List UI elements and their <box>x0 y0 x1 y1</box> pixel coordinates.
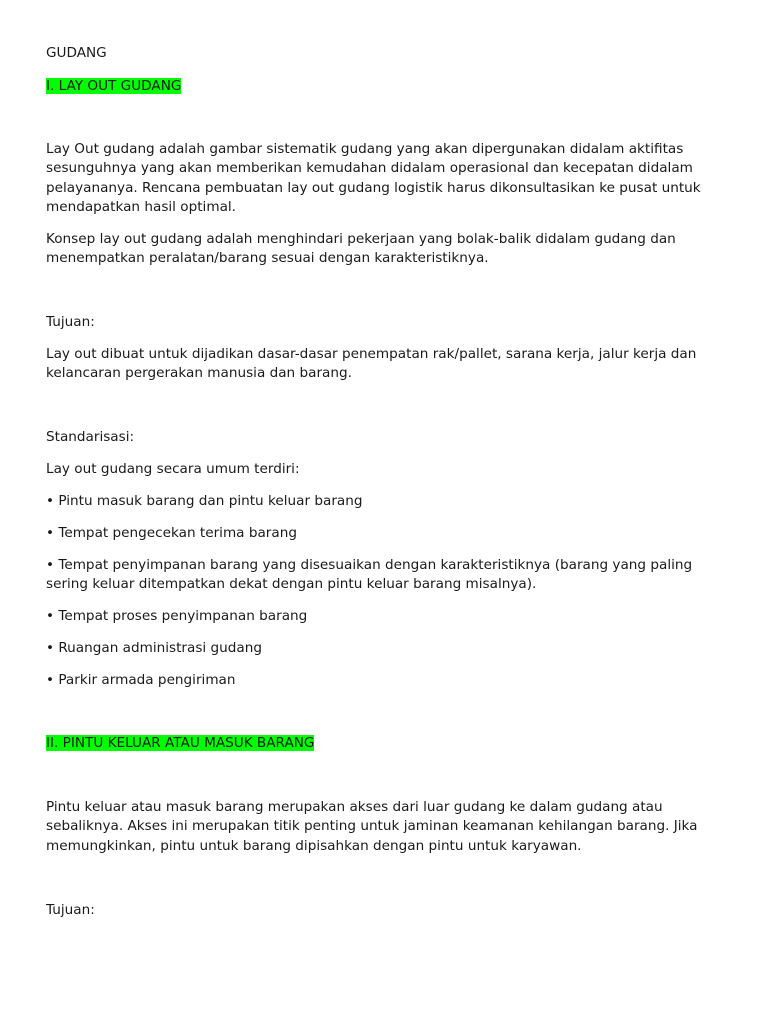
bullet-item: • Ruangan administrasi gudang <box>46 640 262 656</box>
section-2-heading-text: II. PINTU KELUAR ATAU MASUK BARANG <box>46 735 315 751</box>
paragraph-line: memungkinkan, pintu untuk barang dipisahkan dengan pintu untuk karyawan. <box>46 837 582 854</box>
bullet-item: • Tempat pengecekan terima barang <box>46 525 297 541</box>
paragraph-line: Lay out dibuat untuk dijadikan dasar-dasar penempatan rak/pallet, sarana kerja, jalur kerja dan <box>46 346 697 362</box>
paragraph-line: Konsep lay out gudang adalah menghindari pekerjaan yang bolak-balik didalam gudang dan <box>46 231 676 247</box>
paragraph-line: mendapatkan hasil optimal. <box>46 199 236 216</box>
bullet-item-multiline <box>46 556 726 595</box>
paragraph-line: pelayananya. Rencana pembuatan lay out gudang logistik harus dikonsultasikan ke pusat untuk <box>46 179 701 196</box>
document-title: GUDANG <box>46 45 107 61</box>
paragraph-line: sesunguhnya yang akan memberikan kemudahan didalam operasional dan kecepatan didalam <box>46 160 693 177</box>
paragraph-line: kelancaran pergerakan manusia dan barang. <box>46 365 352 382</box>
standarisasi-label: Standarisasi: <box>46 429 135 445</box>
bullet-item: • Parkir armada pengiriman <box>46 672 236 688</box>
bullet-item: • Tempat proses penyimpanan barang <box>46 608 308 624</box>
paragraph-line: menempatkan peralatan/barang sesuai dengan karakteristiknya. <box>46 250 489 267</box>
paragraph-line: Lay Out gudang adalah gambar sistematik gudang yang akan dipergunakan didalam aktifitas <box>46 141 684 157</box>
bullet-line: • Tempat penyimpanan barang yang disesuaikan dengan karakteristiknya (barang yang paling <box>46 557 693 573</box>
section-2-heading <box>46 734 314 753</box>
section-1-paragraph-2 <box>46 230 726 269</box>
section-1-tujuan-paragraph <box>46 345 726 384</box>
standarisasi-intro: Lay out gudang secara umum terdiri: <box>46 461 300 477</box>
paragraph-line: sebaliknya. Akses ini merupakan titik penting untuk jaminan keamanan kehilangan barang. Jika <box>46 818 698 835</box>
section-1-heading-text: I. LAY OUT GUDANG <box>46 78 182 94</box>
bullet-item: • Pintu masuk barang dan pintu keluar barang <box>46 493 363 509</box>
paragraph-line: Pintu keluar atau masuk barang merupakan akses dari luar gudang ke dalam gudang atau <box>46 799 663 815</box>
section-1-heading <box>46 77 181 96</box>
section-2-paragraph-1 <box>46 798 726 856</box>
section-1-paragraph-1 <box>46 140 726 218</box>
bullet-line: sering keluar ditempatkan dekat dengan pintu keluar barang misalnya). <box>46 576 537 593</box>
section-2-tujuan-label: Tujuan: <box>46 902 95 918</box>
section-1-tujuan-label: Tujuan: <box>46 314 95 330</box>
